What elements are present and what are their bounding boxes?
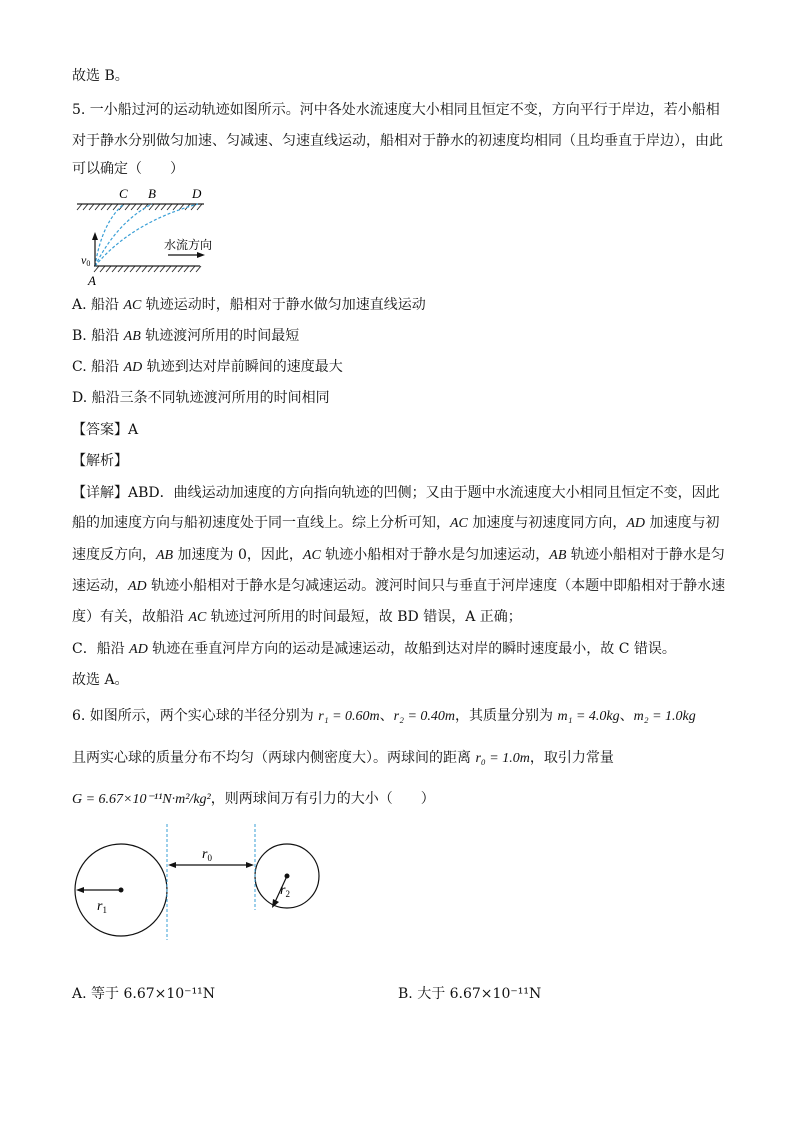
label-r1-sub: 1 — [102, 905, 107, 915]
d6a: C．船沿 — [72, 641, 130, 657]
label-a: A — [88, 273, 96, 288]
q5-option-a — [72, 295, 426, 316]
q6-r1: r₁ = 0.60m — [318, 709, 380, 724]
label-r0 — [202, 847, 212, 863]
q6-option-a: A. 等于 6.67×10⁻¹¹N — [72, 986, 216, 1002]
d2e: 加速度与初 — [645, 515, 720, 531]
q5-detail-line-6 — [72, 639, 676, 660]
flow-direction-label: 水流方向 — [164, 238, 213, 252]
q6-sep1: 、 — [379, 708, 394, 724]
q6-l3-post: ，则两球间万有引力的大小（ ） — [210, 791, 435, 807]
label-r0-main: r — [202, 847, 208, 862]
q6-g: G = 6.67×10⁻¹¹N·m²/kg² — [72, 792, 211, 807]
d3e: 轨迹小船相对于静水是匀加速运动， — [320, 547, 550, 563]
d3c: 加速度为 0，因此， — [173, 547, 303, 563]
q6-sep2: 、 — [619, 708, 634, 724]
label-r1-main: r — [97, 899, 103, 914]
q5-detail-line-2 — [72, 513, 719, 534]
label-r2 — [280, 883, 290, 899]
d3d: AC — [302, 548, 321, 563]
q6-l1-mid: ，其质量分别为 — [455, 708, 558, 724]
q5-stem-line-3: 可以确定（ ） — [72, 161, 184, 177]
q5-option-c-pre: C. 船沿 — [72, 359, 124, 375]
label-v0-main: v — [81, 253, 87, 267]
q5-option-b — [72, 326, 299, 347]
d4a: 速运动， — [72, 578, 128, 594]
q5-option-b-track: AB — [123, 329, 141, 344]
q5-option-c-post: 轨迹到达对岸前瞬间的速度最大 — [142, 359, 343, 375]
q5-option-a-post: 轨迹运动时，船相对于静水做匀加速直线运动 — [141, 297, 426, 313]
d2a: 船的加速度方向与船初速度处于同一直线上。综上分析可知， — [72, 515, 450, 531]
d2c: 加速度与初速度同方向， — [467, 515, 627, 531]
q5-stem-line-2: 对于静水分别做匀加速、匀减速、匀速直线运动，船相对于静水的初速度均相同（且均垂直于岸边），由此 — [72, 133, 723, 149]
q6-line-1 — [72, 706, 696, 727]
d3a: 速度反方向， — [72, 547, 156, 563]
label-v0 — [81, 253, 90, 268]
q5-option-c — [72, 357, 343, 378]
q5-option-b-post: 轨迹渡河所用的时间最短 — [140, 328, 300, 344]
answer-label: 【答案】 — [72, 422, 128, 438]
d6c: 轨迹在垂直河岸方向的运动是减速运动，故船到达对岸的瞬时速度最小，故 C 错误。 — [147, 641, 676, 657]
q5-conclusion: 故选 A。 — [72, 672, 129, 688]
answer-value: A — [128, 422, 139, 438]
q5-detail-line-3 — [72, 545, 725, 566]
d3f: AB — [549, 548, 567, 563]
bottom-bank-hatching — [94, 266, 201, 272]
q5-detail-line-5 — [72, 607, 522, 628]
label-r0-sub: 0 — [207, 853, 212, 863]
q6-l2-pre: 且两实心球的质量分布不均匀（两球内侧密度大）。两球间的距离 — [72, 750, 476, 766]
q5-analysis-label: 【解析】 — [72, 453, 128, 469]
trajectory-ad — [95, 204, 198, 266]
d3b: AB — [156, 548, 174, 563]
q6-line-3 — [72, 789, 435, 810]
d5a: 度）有关，故船沿 — [72, 609, 189, 625]
d5b: AC — [188, 610, 207, 625]
q6-spheres-diagram — [72, 822, 332, 952]
label-v0-sub: 0 — [86, 259, 91, 268]
label-d: D — [192, 186, 202, 201]
prev-conclusion: 故选 B。 — [72, 68, 129, 84]
q6-l1-pre: 6. 如图所示，两个实心球的半径分别为 — [72, 708, 319, 724]
q6-r2: r₂ = 0.40m — [393, 709, 456, 724]
d2b: AC — [450, 516, 468, 531]
q6-r0: r₀ = 1.0m — [475, 751, 530, 766]
q5-option-b-pre: B. 船沿 — [72, 328, 124, 344]
q5-option-a-pre: A. 船沿 — [72, 297, 124, 313]
label-r1 — [97, 899, 107, 915]
d4b: AD — [128, 579, 147, 594]
q6-l2-post: ，取引力常量 — [529, 750, 614, 766]
d2d: AD — [626, 516, 646, 531]
q5-stem-line-1: 5. 一小船过河的运动轨迹如图所示。河中各处水流速度大小相同且恒定不变，方向平行于岸边，若小船相 — [72, 102, 720, 118]
r0-arrowhead-right — [246, 862, 254, 868]
q6-m1: m₁ = 4.0kg — [557, 709, 620, 724]
q6-line-2 — [72, 748, 614, 769]
q5-detail-line-4 — [72, 576, 725, 597]
q5-detail-line-1: 【详解】ABD．曲线运动加速度的方向指向轨迹的凹侧；又由于题中水流速度大小相同且恒定不变，因此 — [72, 485, 720, 501]
v0-arrowhead — [92, 232, 98, 240]
q5-option-d: D. 船沿三条不同轨迹渡河所用的时间相同 — [72, 390, 330, 406]
q6-m2: m₂ = 1.0kg — [633, 709, 696, 724]
q6-option-b: B. 大于 6.67×10⁻¹¹N — [398, 986, 542, 1002]
flow-arrowhead — [197, 252, 205, 258]
q5-river-diagram — [72, 182, 232, 292]
label-b: B — [148, 186, 156, 201]
d3g: 轨迹小船相对于静水是匀 — [566, 547, 725, 563]
label-r2-sub: 2 — [285, 889, 290, 899]
r1-arrowhead — [76, 887, 84, 893]
label-r2-main: r — [280, 883, 286, 898]
d4c: 轨迹小船相对于静水是匀减速运动。渡河时间只与垂直于河岸速度（本题中即船相对于静水速 — [146, 578, 726, 594]
q5-option-a-track: AC — [123, 298, 142, 313]
trajectory-ac — [95, 204, 124, 266]
d5c: 轨迹过河所用的时间最短，故 BD 错误，A 正确； — [206, 609, 522, 625]
d6b: AD — [129, 642, 148, 657]
q5-option-c-track: AD — [123, 360, 143, 375]
r0-arrowhead-left — [168, 862, 176, 868]
label-c: C — [119, 186, 128, 201]
q5-answer — [72, 420, 138, 440]
